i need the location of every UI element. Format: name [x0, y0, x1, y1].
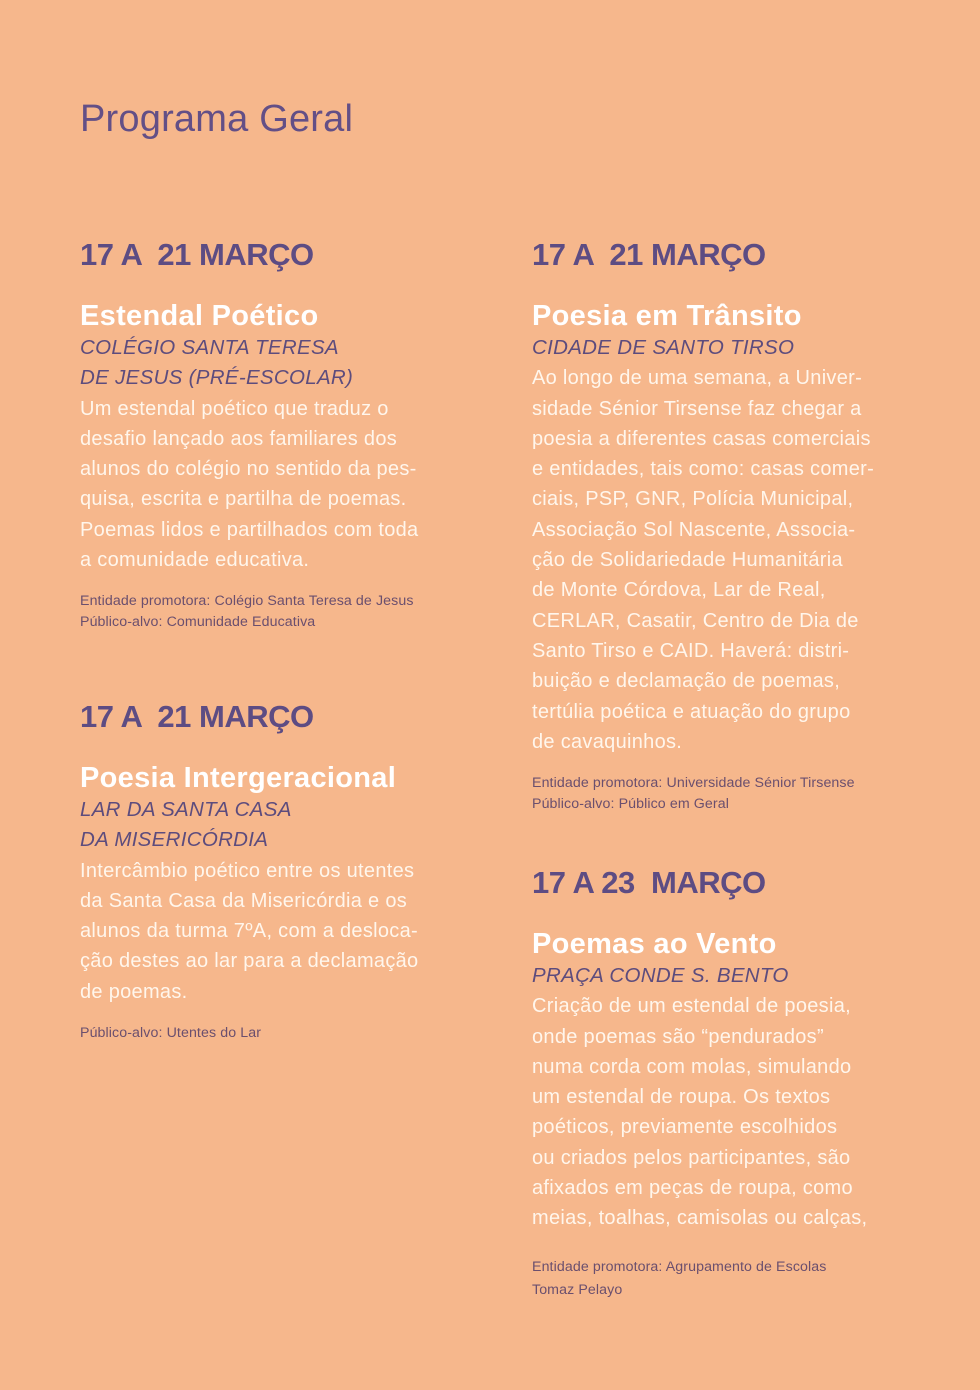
description-line: de cavaquinhos.	[532, 730, 683, 753]
description-line: poesia a diferentes casas comerciais	[532, 427, 871, 450]
audience-line: Público-alvo: Público em Geral	[532, 795, 729, 812]
description-line: sidade Sénior Tirsense faz chegar a	[532, 397, 862, 420]
event-poesia-intergeracional	[80, 700, 480, 1044]
event-venue	[532, 961, 932, 991]
audience-line: Público-alvo: Comunidade Educativa	[80, 613, 316, 630]
venue-line: CIDADE DE SANTO TIRSO	[532, 336, 795, 359]
description-line: Criação de um estendal de poesia,	[532, 995, 851, 1018]
description-line: e entidades, tais como: casas comer-	[532, 458, 875, 481]
description-line: ciais, PSP, GNR, Polícia Municipal,	[532, 488, 854, 511]
venue-line: DA MISERICÓRDIA	[80, 828, 269, 852]
description-line: onde poemas são “pendurados”	[532, 1025, 824, 1048]
description-line: Santo Tirso e CAID. Haverá: distri-	[532, 639, 850, 662]
description-line: Poemas lidos e partilhados com toda	[80, 518, 419, 541]
event-description	[532, 363, 932, 757]
event-title: Estendal Poético	[80, 300, 319, 332]
description-line: quisa, escrita e partilha de poemas.	[80, 488, 407, 511]
event-poesia-em-transito	[532, 238, 932, 814]
event-description	[532, 991, 932, 1233]
description-line: um estendal de roupa. Os textos	[532, 1086, 831, 1109]
promoter-line-continued: Tomaz Pelayo	[532, 1281, 623, 1298]
event-title: Poemas ao Vento	[532, 928, 777, 960]
description-line: poéticos, previamente escolhidos	[532, 1116, 838, 1139]
description-line: Associação Sol Nascente, Associa-	[532, 518, 856, 541]
event-meta	[80, 1023, 480, 1044]
description-line: de poemas.	[80, 980, 188, 1003]
description-line: numa corda com molas, simulando	[532, 1055, 852, 1078]
description-line: Um estendal poético que traduz o	[80, 397, 389, 420]
description-line: Intercâmbio poético entre os utentes	[80, 859, 415, 882]
event-meta	[532, 773, 932, 814]
event-estendal-poetico	[80, 238, 480, 632]
description-line: buição e declamação de poemas,	[532, 670, 841, 693]
event-venue	[80, 795, 480, 856]
venue-line: PRAÇA CONDE S. BENTO	[532, 964, 789, 987]
description-line: meias, toalhas, camisolas ou calças,	[532, 1207, 868, 1230]
event-description	[80, 394, 480, 576]
description-line: CERLAR, Casatir, Centro de Dia de	[532, 609, 859, 632]
page-title: Programa Geral	[80, 98, 354, 140]
event-date: 17 A 21 MARÇO	[532, 237, 766, 272]
event-venue	[80, 333, 480, 394]
promoter-line: Entidade promotora: Universidade Sénior Tirsense	[532, 775, 855, 792]
event-title: Poesia Intergeracional	[80, 762, 397, 794]
description-line: Ao longo de uma semana, a Univer-	[532, 367, 863, 390]
event-venue	[532, 333, 932, 363]
venue-line: DE JESUS (PRÉ-ESCOLAR)	[80, 366, 354, 390]
promoter-line: Entidade promotora: Colégio Santa Teresa de Jesus	[80, 593, 414, 610]
event-meta	[532, 1256, 932, 1302]
description-line: desafio lançado aos familiares dos	[80, 427, 398, 450]
event-description	[80, 856, 480, 1007]
description-line: alunos da turma 7ºA, com a desloca-	[80, 920, 418, 943]
venue-line: COLÉGIO SANTA TERESA	[80, 336, 339, 359]
event-date: 17 A 21 MARÇO	[80, 237, 314, 272]
description-line: da Santa Casa da Misericórdia e os	[80, 889, 408, 912]
description-line: de Monte Córdova, Lar de Real,	[532, 579, 826, 602]
description-line: ção destes ao lar para a declamação	[80, 950, 419, 973]
description-line: a comunidade educativa.	[80, 549, 310, 572]
event-date: 17 A 23 MARÇO	[532, 865, 766, 900]
description-line: afixados em peças de roupa, como	[532, 1177, 853, 1200]
description-line: alunos do colégio no sentido da pes-	[80, 458, 417, 481]
description-line: ção de Solidariedade Humanitária	[532, 549, 843, 572]
promoter-line: Entidade promotora: Agrupamento de Escolas	[532, 1258, 827, 1275]
audience-line: Público-alvo: Utentes do Lar	[80, 1025, 262, 1042]
event-date: 17 A 21 MARÇO	[80, 699, 314, 734]
description-line: ou criados pelos participantes, são	[532, 1146, 851, 1169]
venue-line: LAR DA SANTA CASA	[80, 798, 292, 821]
event-title: Poesia em Trânsito	[532, 300, 802, 332]
event-poemas-ao-vento	[532, 866, 932, 1302]
description-line: tertúlia poética e atuação do grupo	[532, 700, 851, 723]
event-meta	[80, 591, 480, 632]
